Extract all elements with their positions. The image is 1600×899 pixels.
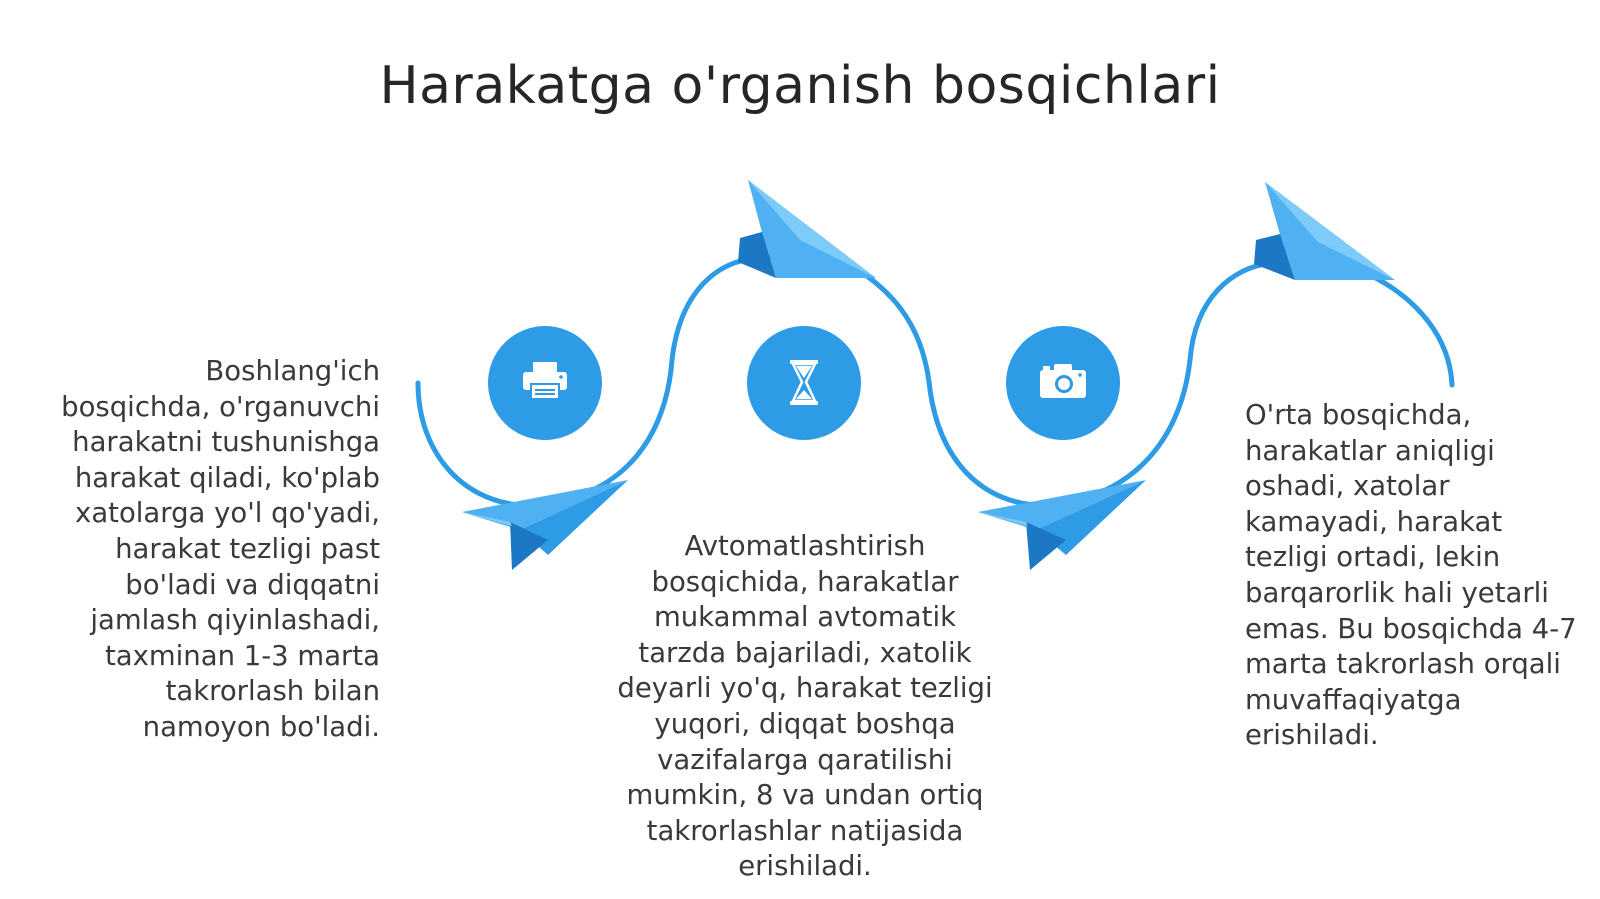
stage-1-description: Boshlang'ich bosqichda, o'rganuvchi harakatni tushunishga harakat qiladi, ko'plab xatolarga yo'l qo'yadi, harakat tezligi past bo'ladi va diqqatni jamlash qiyinlashadi, taxminan 1-3 marta takrorlash bilan namoyon bo'ladi.: [61, 355, 380, 743]
paper-plane-icon: [462, 480, 628, 570]
paper-plane-icon: [1254, 182, 1395, 280]
stage-3-description: O'rta bosqichda, harakatlar aniqligi oshadi, xatolar kamayadi, harakat tezligi ortadi, lekin barqarorlik hali yetarli emas. Bu bosqichda 4-7 marta takrorlash orqali muvaffaqiyatga erishiladi.: [1245, 399, 1577, 752]
paper-plane-icon: [738, 180, 876, 278]
stage-2-description: Avtomatlashtirish bosqichida, harakatlar mukammal avtomatik tarzda bajariladi, xatolik deyarli yo'q, harakat tezligi yuqori, diqqat boshqa vazifalarga qaratilishi mumkin, 8 va undan ortiq takrorlashlar natijasida erishiladi.: [617, 530, 993, 883]
wave-arc-3: [1370, 275, 1452, 385]
stage-3-circle: [1006, 326, 1120, 440]
page-title: Harakatga o'rganish bosqichlari: [379, 56, 1221, 116]
stage-1-circle: [488, 326, 602, 440]
stage-2-circle: [747, 326, 861, 440]
paper-plane-icon: [978, 480, 1146, 570]
